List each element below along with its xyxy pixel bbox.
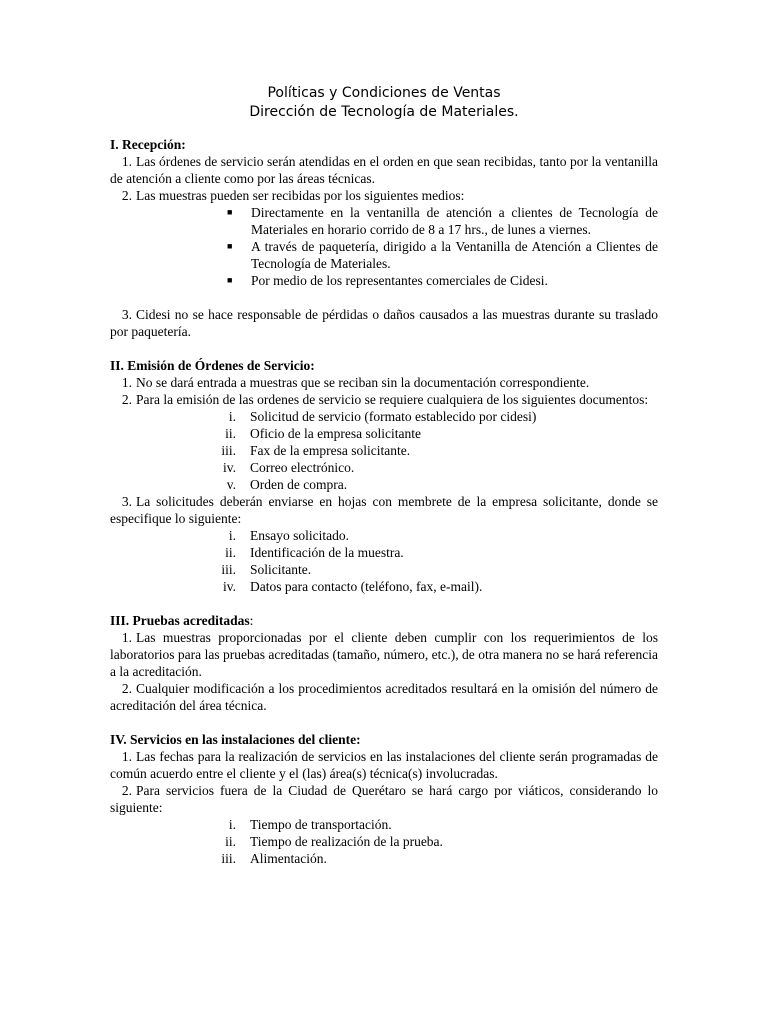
roman-list-item bbox=[110, 408, 658, 425]
item-text: Cualquier modificación a los procedimientos acreditados resultará en la omisión del número de acreditación del área técnica. bbox=[110, 681, 658, 713]
roman-numeral: iii. bbox=[221, 851, 236, 866]
paragraph-item bbox=[110, 680, 658, 714]
roman-list-item bbox=[110, 459, 658, 476]
item-text: Las fechas para la realización de servicios en las instalaciones del cliente serán programadas de común acuerdo entre el cliente y el (las) área(s) técnica(s) involucradas. bbox=[110, 749, 658, 781]
section-heading-text: III. Pruebas acreditadas bbox=[110, 613, 250, 628]
item-text: Las órdenes de servicio serán atendidas en el orden en que sean recibidas, tanto por la ventanilla de atención a cliente como por las áreas técnicas. bbox=[110, 154, 658, 186]
roman-numeral: ii. bbox=[225, 426, 236, 441]
item-text: Las muestras proporcionadas por el cliente deben cumplir con los requerimientos de los laboratorios para las pruebas acreditadas (tamaño, número, etc.), de otra manera no se hará referencia a la acreditación. bbox=[110, 630, 658, 679]
roman-item-text: Correo electrónico. bbox=[250, 460, 355, 475]
item-text: La solicitudes deberán enviarse en hojas con membrete de la empresa solicitante, donde se especifique lo siguiente: bbox=[110, 494, 658, 526]
item-number: 2. bbox=[121, 783, 132, 798]
roman-numeral: ii. bbox=[225, 545, 236, 560]
roman-list-item bbox=[110, 425, 658, 442]
item-number: 1. bbox=[121, 375, 132, 390]
roman-item-text: Solicitud de servicio (formato establecido por cidesi) bbox=[250, 409, 537, 424]
paragraph-item bbox=[110, 153, 658, 187]
item-text: Cidesi no se hace responsable de pérdidas o daños causados a las muestras durante su traslado por paquetería. bbox=[110, 307, 658, 339]
roman-numeral: iii. bbox=[221, 562, 236, 577]
bullet-text: Por medio de los representantes comerciales de Cidesi. bbox=[251, 273, 548, 288]
roman-list-item bbox=[110, 544, 658, 561]
document-title: Políticas y Condiciones de Ventas bbox=[267, 85, 501, 101]
roman-item-text: Alimentación. bbox=[250, 851, 327, 866]
roman-item-text: Solicitante. bbox=[250, 562, 312, 577]
roman-list-item bbox=[110, 527, 658, 544]
bullet-item bbox=[224, 272, 658, 289]
paragraph-item bbox=[110, 629, 658, 680]
square-bullet-icon: ■ bbox=[227, 275, 233, 285]
document-subtitle: Dirección de Tecnología de Materiales. bbox=[249, 104, 519, 120]
section-heading-pruebas bbox=[110, 612, 658, 629]
paragraph-item bbox=[110, 187, 658, 204]
roman-item-text: Oficio de la empresa solicitante bbox=[250, 426, 421, 441]
roman-item-text: Tiempo de realización de la prueba. bbox=[250, 834, 443, 849]
bullet-item bbox=[224, 238, 658, 272]
roman-item-text: Fax de la empresa solicitante. bbox=[250, 443, 411, 458]
roman-item-text: Ensayo solicitado. bbox=[250, 528, 349, 543]
item-number: 1. bbox=[121, 630, 132, 645]
square-bullet-icon: ■ bbox=[227, 207, 233, 217]
roman-numeral: iv. bbox=[223, 579, 236, 594]
item-number: 3. bbox=[121, 494, 132, 509]
roman-list-item bbox=[110, 816, 658, 833]
item-text: Las muestras pueden ser recibidas por los siguientes medios: bbox=[136, 188, 465, 203]
roman-numeral: i. bbox=[228, 528, 236, 543]
roman-list-item bbox=[110, 578, 658, 595]
bullet-item bbox=[224, 204, 658, 238]
roman-numeral: v. bbox=[226, 477, 236, 492]
roman-list-item bbox=[110, 850, 658, 867]
roman-item-text: Tiempo de transportación. bbox=[250, 817, 392, 832]
roman-numeral: iii. bbox=[221, 443, 236, 458]
spacer bbox=[110, 595, 658, 612]
bullet-text: A través de paquetería, dirigido a la Ventanilla de Atención a Clientes de Tecnología de Materiales. bbox=[251, 239, 658, 271]
section-heading-colon: : bbox=[249, 613, 254, 628]
roman-list-item bbox=[110, 442, 658, 459]
item-number: 3. bbox=[121, 307, 132, 322]
paragraph-item bbox=[110, 374, 658, 391]
roman-item-text: Orden de compra. bbox=[250, 477, 348, 492]
spacer bbox=[110, 340, 658, 357]
document-title-block bbox=[0, 84, 768, 122]
bullet-text: Directamente en la ventanilla de atención a clientes de Tecnología de Materiales en horario corrido de 8 a 17 hrs., de lunes a viernes. bbox=[251, 205, 658, 237]
roman-numeral: ii. bbox=[225, 834, 236, 849]
roman-numeral: i. bbox=[228, 817, 236, 832]
spacer bbox=[110, 714, 658, 731]
item-text: No se dará entrada a muestras que se reciban sin la documentación correspondiente. bbox=[136, 375, 590, 390]
roman-list-item bbox=[110, 476, 658, 493]
roman-list-item bbox=[110, 561, 658, 578]
roman-numeral: i. bbox=[228, 409, 236, 424]
item-number: 2. bbox=[121, 392, 132, 407]
item-text: Para la emisión de las ordenes de servicio se requiere cualquiera de los siguientes documentos: bbox=[136, 392, 649, 407]
roman-list-item bbox=[110, 833, 658, 850]
paragraph-item bbox=[110, 493, 658, 527]
square-bullet-icon: ■ bbox=[227, 241, 233, 251]
section-heading-emision: II. Emisión de Órdenes de Servicio: bbox=[110, 358, 315, 373]
item-text: Para servicios fuera de la Ciudad de Querétaro se hará cargo por viáticos, considerando lo siguiente: bbox=[110, 783, 658, 815]
paragraph-item bbox=[110, 391, 658, 408]
roman-item-text: Datos para contacto (teléfono, fax, e-mail). bbox=[250, 579, 483, 594]
section-heading-recepcion: I. Recepción: bbox=[110, 137, 186, 152]
paragraph-item bbox=[110, 782, 658, 816]
document-body bbox=[110, 136, 658, 867]
section-heading-servicios: IV. Servicios en las instalaciones del cliente: bbox=[110, 732, 361, 747]
paragraph-item bbox=[110, 748, 658, 782]
paragraph-item bbox=[110, 306, 658, 340]
item-number: 1. bbox=[121, 749, 132, 764]
item-number: 1. bbox=[121, 154, 132, 169]
item-number: 2. bbox=[121, 188, 132, 203]
spacer bbox=[110, 289, 658, 306]
roman-numeral: iv. bbox=[223, 460, 236, 475]
roman-item-text: Identificación de la muestra. bbox=[250, 545, 404, 560]
item-number: 2. bbox=[121, 681, 132, 696]
